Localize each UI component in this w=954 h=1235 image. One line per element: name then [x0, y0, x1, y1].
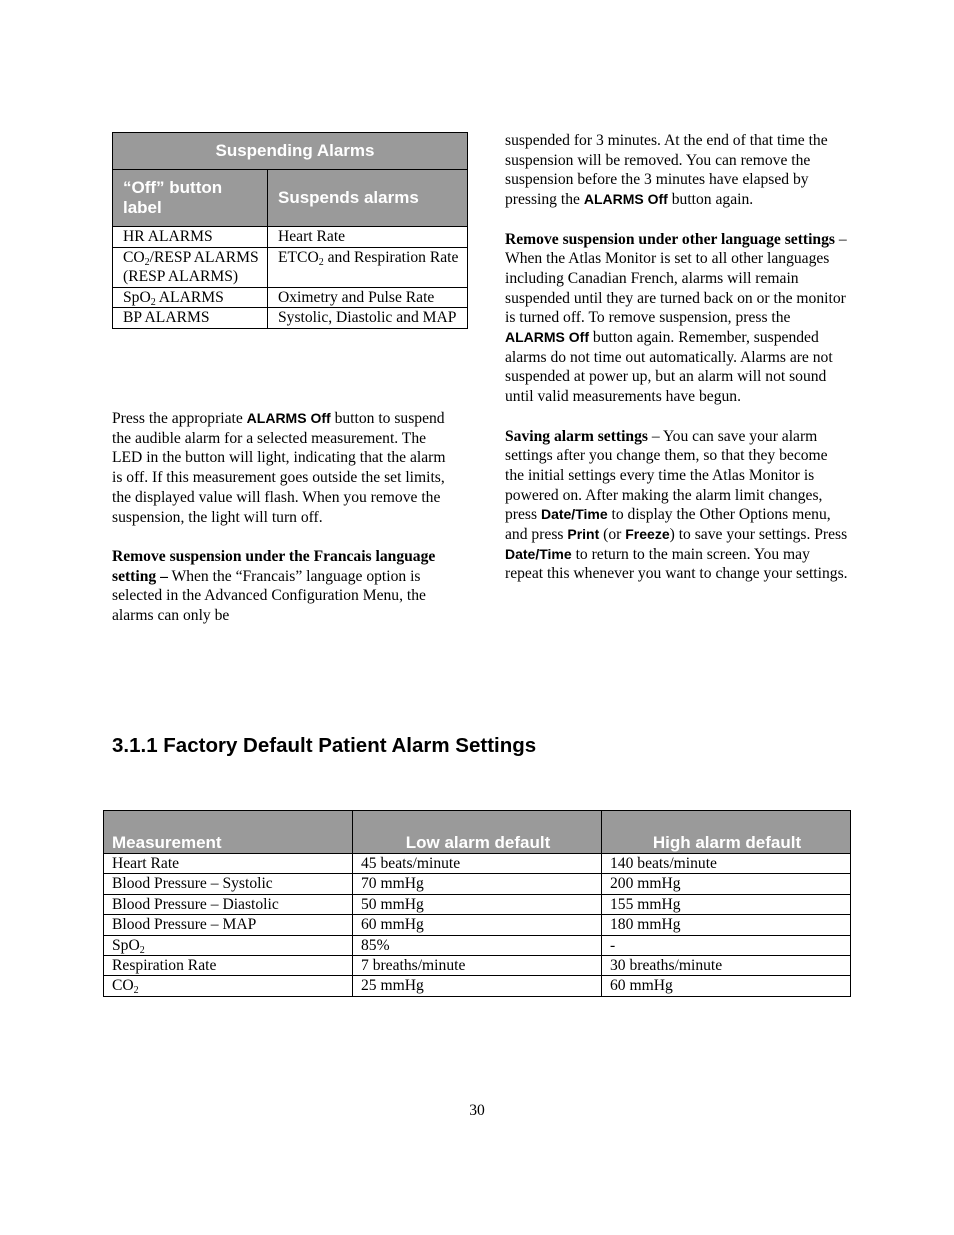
header-suspends-alarms: Suspends alarms: [268, 170, 468, 227]
subscript: 2: [139, 944, 145, 956]
keyword-freeze: Freeze: [625, 526, 670, 543]
paragraph-francais-setting: [112, 547, 452, 626]
label-text: ALARMS: [155, 288, 224, 306]
table-row: [104, 956, 851, 976]
right-column: [505, 131, 850, 584]
text: button again. Remember, suspended alarms do not time out automatically. Alarms are not suspended at power up, but an alarm will not sound until valid measurements have begun.: [505, 329, 833, 406]
text: When the “Francais” language option is selected in the Advanced Configuration Menu, the alarms can only be: [112, 567, 426, 625]
cell-low: 7 breaths/minute: [353, 956, 602, 976]
table-row: [113, 308, 468, 329]
paragraph-saving-settings: [505, 427, 850, 585]
header-low-alarm: Low alarm default: [353, 811, 602, 854]
cell-high: 140 beats/minute: [602, 854, 851, 874]
table-row: [104, 894, 851, 914]
keyword-print: Print: [567, 526, 600, 543]
cell-label: [113, 247, 268, 287]
subscript: 2: [318, 256, 324, 268]
suspending-alarms-table: [112, 132, 468, 329]
cell-label: [113, 287, 268, 308]
left-column: [112, 409, 452, 626]
paragraph-press-alarms-off: [112, 409, 452, 527]
keyword-alarms-off: ALARMS Off: [505, 329, 589, 346]
cell-high: 200 mmHg: [602, 874, 851, 894]
cell-low: 85%: [353, 935, 602, 955]
cell-low: 60 mmHg: [353, 915, 602, 935]
cell-low: 25 mmHg: [353, 976, 602, 996]
cell-measurement: Blood Pressure – Systolic: [104, 874, 353, 894]
cell-measurement: [104, 935, 353, 955]
cell-suspends: [268, 247, 468, 287]
cell-suspends: Oximetry and Pulse Rate: [268, 287, 468, 308]
cell-suspends: Heart Rate: [268, 227, 468, 248]
cell-low: 50 mmHg: [353, 894, 602, 914]
text: to display the Other Options menu, and press: [505, 506, 831, 544]
text: – When the Atlas Monitor is set to all other languages including Canadian French, alarms will remain suspended until they are turned back on or the monitor is turned off. To remove suspension, press the: [505, 230, 847, 327]
table-row: [104, 915, 851, 935]
table-row: [104, 854, 851, 874]
label-text: /RESP ALARMS (RESP ALARMS): [123, 248, 259, 286]
cell-low: 45 beats/minute: [353, 854, 602, 874]
text: (or: [599, 526, 626, 544]
header-measurement: Measurement: [104, 811, 353, 854]
header-high-alarm: High alarm default: [602, 811, 851, 854]
paragraph-suspended-3-minutes: [505, 131, 850, 210]
bold-lead: Saving alarm settings: [505, 427, 648, 445]
paragraph-other-language: [505, 230, 850, 407]
page-number: 30: [469, 1102, 485, 1119]
cell-high: -: [602, 935, 851, 955]
bold-lead: Remove suspension under other language settings: [505, 230, 835, 248]
cell-high: 155 mmHg: [602, 894, 851, 914]
label-text: SpO: [123, 288, 151, 306]
table-row: [113, 227, 468, 248]
bold-lead: Remove suspension under the Francais language setting –: [112, 547, 436, 585]
text: button again.: [667, 191, 754, 209]
factory-defaults-table: [103, 810, 851, 997]
suspending-alarms-title: Suspending Alarms: [113, 133, 468, 170]
cell-label: HR ALARMS: [113, 227, 268, 248]
cell-high: 180 mmHg: [602, 915, 851, 935]
table-row: [104, 874, 851, 894]
cell-low: 70 mmHg: [353, 874, 602, 894]
label-text: CO: [123, 248, 145, 266]
keyword-date-time: Date/Time: [540, 506, 608, 523]
header-off-button-label: “Off” button label: [113, 170, 268, 227]
cell-measurement: Blood Pressure – MAP: [104, 915, 353, 935]
cell-measurement: Respiration Rate: [104, 956, 353, 976]
text: button to suspend the audible alarm for a selected measurement. The LED in the button will light, indicating that the alarm is off. If this measurement goes outside the set limits, the displayed value will flash. When you remove the suspension, the light will turn off.: [112, 410, 446, 526]
measurement-text: CO: [112, 977, 134, 995]
cell-label: BP ALARMS: [113, 308, 268, 329]
keyword-date-time: Date/Time: [505, 545, 572, 562]
subscript: 2: [133, 985, 139, 997]
cell-measurement: [104, 976, 353, 996]
subscript: 2: [144, 256, 150, 268]
measurement-text: SpO: [112, 936, 140, 954]
subscript: 2: [150, 296, 156, 308]
table-row: [104, 935, 851, 955]
text: – You can save your alarm settings after you change them, so that they become the initial settings every time the Atlas Monitor is powered on. After making the alarm limit changes, press: [505, 427, 828, 524]
suspends-text: ETCO: [278, 248, 319, 266]
section-heading: 3.1.1 Factory Default Patient Alarm Settings: [112, 734, 537, 757]
cell-measurement: Blood Pressure – Diastolic: [104, 894, 353, 914]
cell-high: 60 mmHg: [602, 976, 851, 996]
cell-suspends: Systolic, Diastolic and MAP: [268, 308, 468, 329]
table-row: [113, 287, 468, 308]
text: ) to save your settings. Press: [669, 526, 848, 544]
cell-measurement: Heart Rate: [104, 854, 353, 874]
suspends-text: and Respiration Rate: [323, 248, 459, 266]
text: to return to the main screen. You may repeat this whenever you want to change your settings.: [505, 545, 848, 583]
keyword-alarms-off: ALARMS Off: [246, 410, 331, 426]
keyword-alarms-off: ALARMS Off: [583, 191, 668, 208]
text: suspended for 3 minutes. At the end of that time the suspension will be removed. You can remove the suspension before the 3 minutes have elapsed by pressing the: [505, 132, 828, 209]
text: Press the appropriate: [112, 410, 247, 427]
table-row: [113, 247, 468, 287]
cell-high: 30 breaths/minute: [602, 956, 851, 976]
table-row: [104, 976, 851, 996]
